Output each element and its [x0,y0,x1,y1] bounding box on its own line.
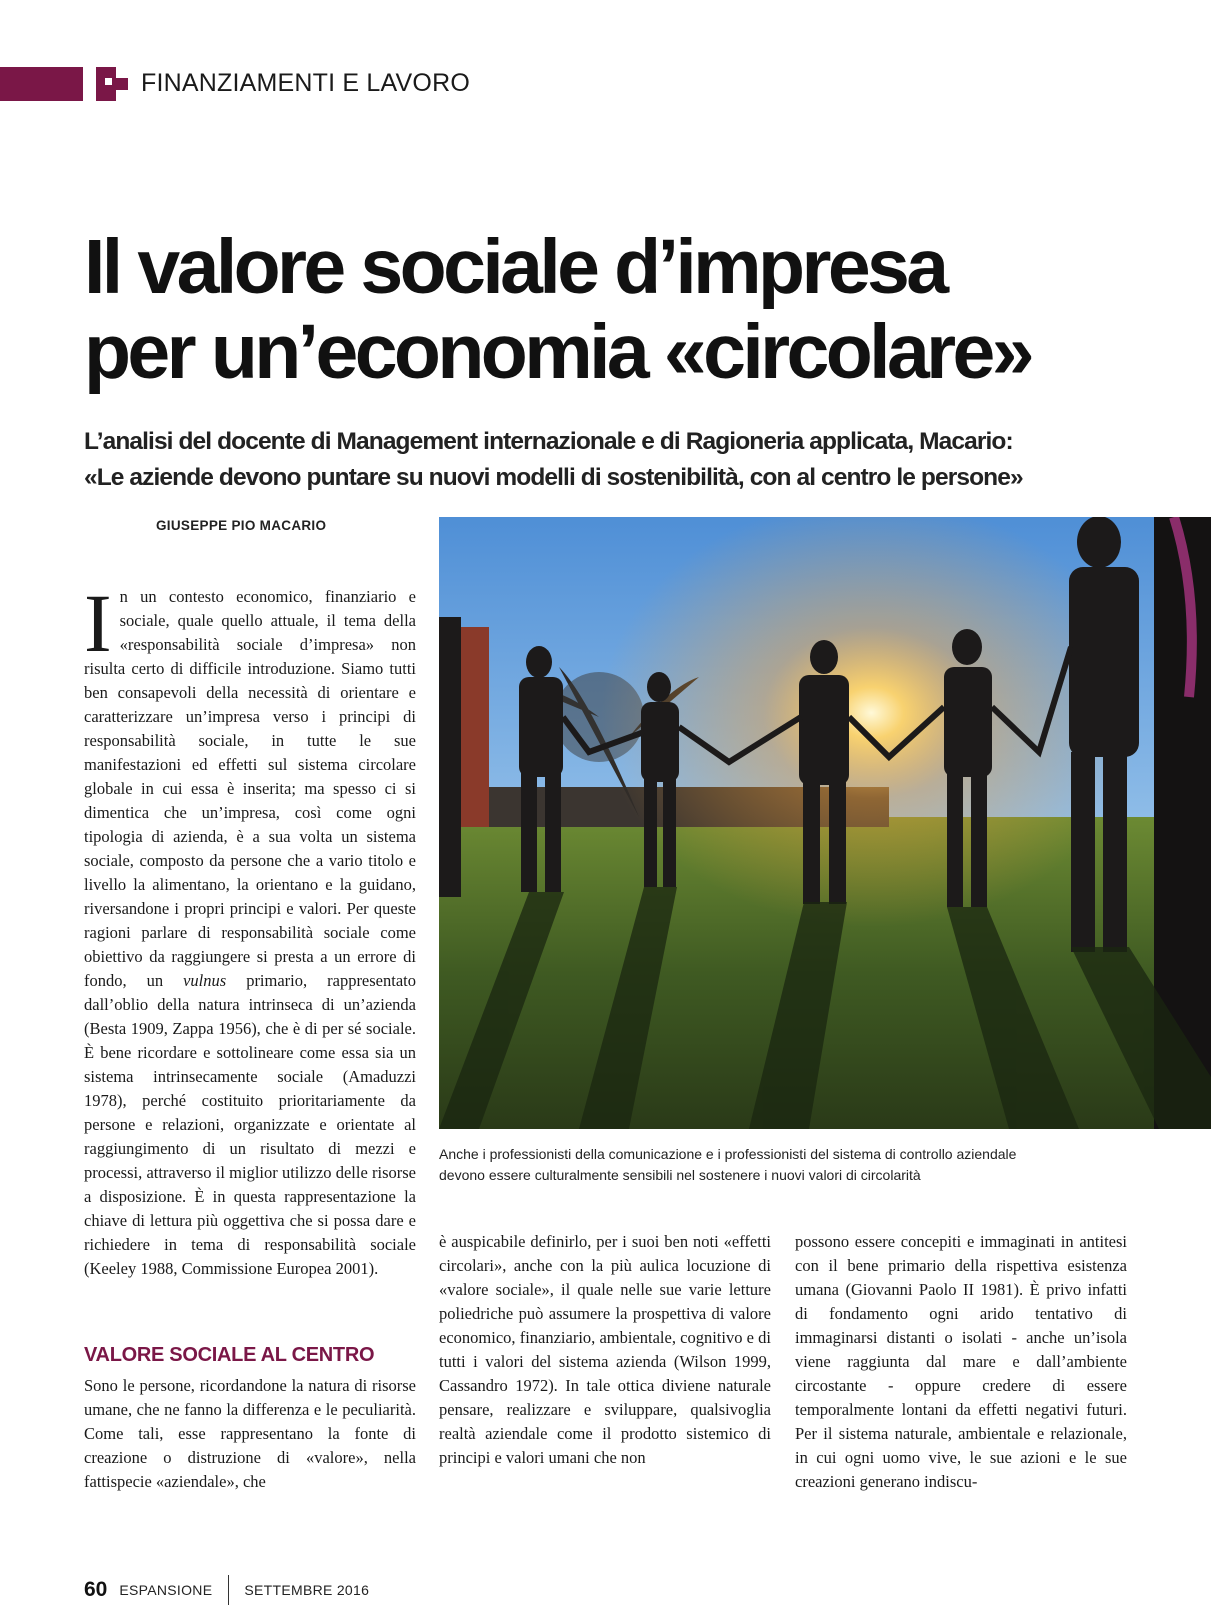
section-label: FINANZIAMENTI E LAVORO [141,69,470,97]
caption-line-1: Anche i professionisti della comunicazione e i professionisti del sistema di controllo aziendale [439,1146,1017,1162]
footer-divider [228,1575,229,1605]
magazine-name: ESPANSIONE [119,1582,213,1598]
page-number: 60 [84,1578,108,1601]
article-column-3: possono essere concepiti e immaginati in antitesi con il bene primario della rispettiva esistenza umana (Giovanni Paolo II 1981). È privo infatti di fondamento ogni arido tentativo di immaginarsi distanti o isolati - anche un’isola viene raggiunta dal mare e dall’ambiente circostante - oppure credere di essere temporalmente lontani da effetti negativi futuri. Per il sistema naturale, ambientale e relazionale, in cui ogni uomo vive, le sue azioni e le sue creazioni generano indiscu- [795,1232,1127,1491]
photo-caption [439,1144,1179,1186]
section-color-bar [0,67,83,101]
caption-line-2: devono essere culturalmente sensibili nel sostenere i nuovi valori di circolarità [439,1167,921,1183]
section-logo-icon [96,67,128,101]
lead-text-italic: vulnus [183,971,227,990]
section-subhead: VALORE SOCIALE AL CENTRO [84,1344,375,1366]
article-photo [439,517,1211,1129]
photo-people-holding-hands [439,517,1211,1129]
article-column-1-continued: Sono le persone, ricordandone la natura di risorse umane, che ne fanno la differenza e le peculiarità. Come tali, esse rappresentano la fonte di creazione o distruzione di «valore», nella fattispecie «aziendale», che [84,1376,416,1491]
subtitle-line-2: «Le aziende devono puntare su nuovi modelli di sostenibilità, con al centro le persone» [84,464,1023,491]
issue-date: SETTEMBRE 2016 [244,1582,370,1598]
headline [84,225,1194,395]
lead-text-a: n un contesto economico, finanziario e sociale, quale quello attuale, il tema della «responsabilità sociale d’impresa» non risulta certo di difficile introduzione. Siamo tutti ben consapevoli della necessità di orientare e caratterizzare un’impresa verso i principi di responsabilità sociale, in tutte le sue manifestazioni ed effetti sul sistema circolare globale in cui essa è inserita; ma spesso ci si dimentica che un’impresa, così come ogni tipologia di azienda, è a sua volta un sistema sociale, composto da persone che a vario titolo e livello la alimentano, la orientano e la guidano, riversandone i propri principi e valori. Per queste ragioni parlare di responsabilità sociale come obiettivo da raggiungere si presta a un errore di fondo, un [84,587,416,990]
article-column-1 [84,577,416,1281]
lead-text-b: primario, rappresentato dall’oblio della natura intrinseca di un’azienda (Besta 1909, Zappa 1956), che è di per sé sociale. È bene ricordare e sottolineare come essa sia un sistema intrinsecamente sociale (Amaduzzi 1978), perché costituito prioritariamente da persone e relazioni, organizzate e orientate al raggiungimento di un risultato di mezzi e processi, attraverso il miglior utilizzo delle risorse a disposizione. È in questa rappresentazione la chiave di lettura più oggettiva che si possa dare e richiedere in tema di responsabilità sociale (Keeley 1988, Commissione Europea 2001). [84,971,416,1278]
headline-line-2: per un’economia «circolare» [84,309,1031,395]
article-column-2: è auspicabile definirlo, per i suoi ben noti «effetti circolari», anche con la più aulica locuzione di «valore sociale», il quale nelle sue varie letture poliedriche può assumere la prospettiva di valore economico, finanziario, ambientale, cognitivo e di tutti i valori del sistema azienda (Wilson 1999, Cassandro 1972). In tale ottica diviene naturale pensare, realizzare e sviluppare, qualsivoglia realtà aziendale come il prodotto sistemico di principi e valori umani che non [439,1232,771,1467]
headline-line-1: Il valore sociale d’impresa [84,224,946,310]
subtitle-line-1: L’analisi del docente di Management internazionale e di Ragioneria applicata, Macario: [84,428,1013,455]
byline: GIUSEPPE PIO MACARIO [156,518,327,533]
page-footer [84,1575,369,1605]
lead-paragraph [84,577,416,1281]
drop-cap: I [84,577,112,669]
subtitle [84,424,1199,496]
